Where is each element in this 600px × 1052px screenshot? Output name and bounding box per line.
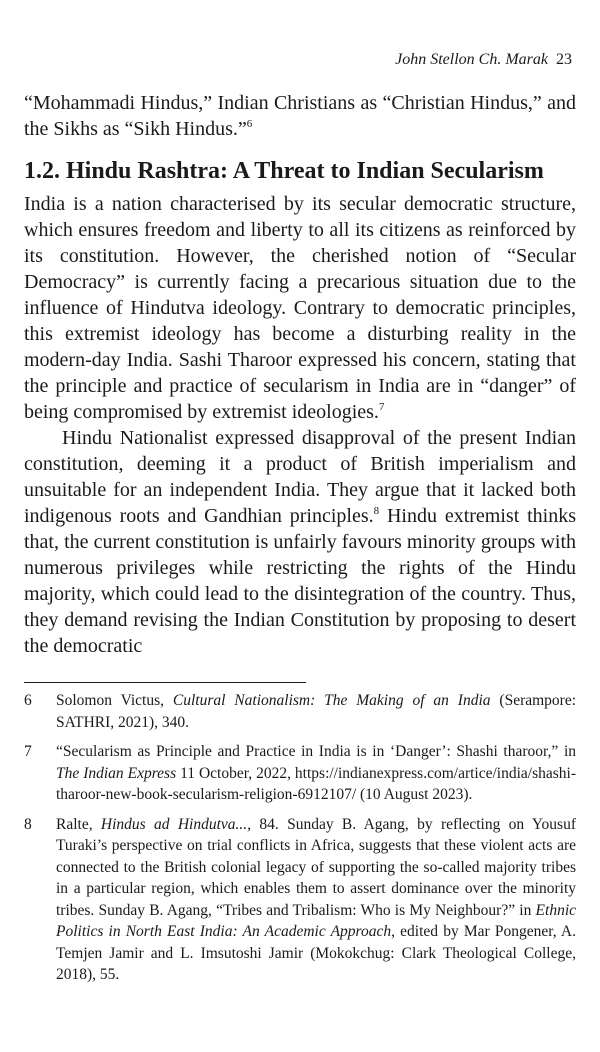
main-text (24, 90, 576, 659)
footnote-ref-7: 7 (378, 401, 385, 413)
footnote-text (56, 814, 576, 986)
running-head (395, 50, 572, 70)
paragraph-2-text-a: Hindu Nationalist expressed disapproval of the present Indian constitution, deeming it a product of British imperialism and unsuitable for an independent India. They argue that it lacked both indigenous roots and Gandhian principles. (24, 427, 576, 527)
paragraph-1-text: India is a nation characterised by its secular democratic structure, which ensures freedom and liberty to all its citizens as reinforced by its constitution. However, the cherished notion of “Secular Democracy” is currently facing a precarious situation due to the influence of Hindutva ideology. Contrary to democratic principles, this extremist ideology has become a disturbing reality in the modern-day India. Sashi Tharoor expressed his concern, stating that the principle and practice of secularism in India are in “danger” of being compromised by extremist ideologies. (24, 193, 576, 423)
footnote-pre: Ralte, (56, 815, 93, 833)
footnote-url[interactable]: https://indianexpress.com/artice/india/shashi-tharoor-new-book-secularism-religion-6912107/ (56, 764, 577, 803)
footnote-title-2: Ethnic Politics in North East India: An Academic Approach (56, 901, 577, 940)
footnote-ref-8: 8 (373, 505, 380, 517)
footnote-8 (24, 814, 576, 986)
footnote-number: 6 (24, 692, 32, 709)
footnote-number: 7 (24, 743, 32, 760)
footnotes (24, 690, 576, 994)
footnote-pre: “Secularism as Principle and Practice in India is in ‘Danger’: Shashi tharoor,” in (56, 743, 576, 760)
footnote-title-1: Hindus ad Hindutva..., (100, 815, 252, 833)
section-heading: 1.2. Hindu Rashtra: A Threat to Indian Secularism (24, 158, 544, 184)
footnote-rest: , edited by Mar Pongener, A. Temjen Jamir and L. Imsutoshi Jamir (Mokokchug: Clark Theological College, 2018), 55. (56, 923, 576, 983)
footnote-rest: (Serampore: SATHRI, 2021), 340. (56, 692, 577, 731)
footnote-text (56, 741, 576, 806)
paragraph-2 (24, 425, 576, 659)
footnote-accessed: (10 August 2023). (360, 786, 473, 803)
paragraph-1 (24, 191, 576, 425)
footnote-text (56, 690, 576, 733)
footnote-7 (24, 741, 576, 806)
footnote-date: 11 October, 2022, (180, 764, 291, 782)
lead-text: “Mohammadi Hindus,” Indian Christians as “Christian Hindus,” and the Sikhs as “Sikh Hindus.” (24, 92, 576, 140)
footnote-6 (24, 690, 576, 733)
footnote-rule (24, 682, 306, 683)
footnote-mid: 84. Sunday B. Agang, by reflecting on Yousuf Turaki’s perspective on trial conflicts in Africa, suggests that these violent acts are connected to the British colonial legacy of supporting the so-called majority tribes in a particular region, which enables them to assert dominance over the minority tribes. Sunday B. Agang, “Tribes and Tribalism: Who is My Neighbour?” in (56, 815, 576, 919)
paragraph-2-text-b: Hindu extremist thinks that, the current constitution is unfairly favours minority groups with numerous privileges while restricting the rights of the Hindu majority, which could lead to the disintegration of the country. Thus, they demand revising the Indian Constitution by proposing to desert the democratic (24, 505, 576, 657)
footnote-author: Solomon Victus, (56, 692, 164, 709)
page-number: 23 (556, 51, 572, 68)
footnote-title: The Indian Express (56, 764, 177, 782)
footnote-title: Cultural Nationalism: The Making of an India (172, 692, 491, 709)
running-head-author: John Stellon Ch. Marak (395, 51, 548, 68)
lead-paragraph (24, 90, 576, 142)
footnote-ref-6: 6 (246, 118, 253, 130)
footnote-number: 8 (24, 815, 32, 833)
